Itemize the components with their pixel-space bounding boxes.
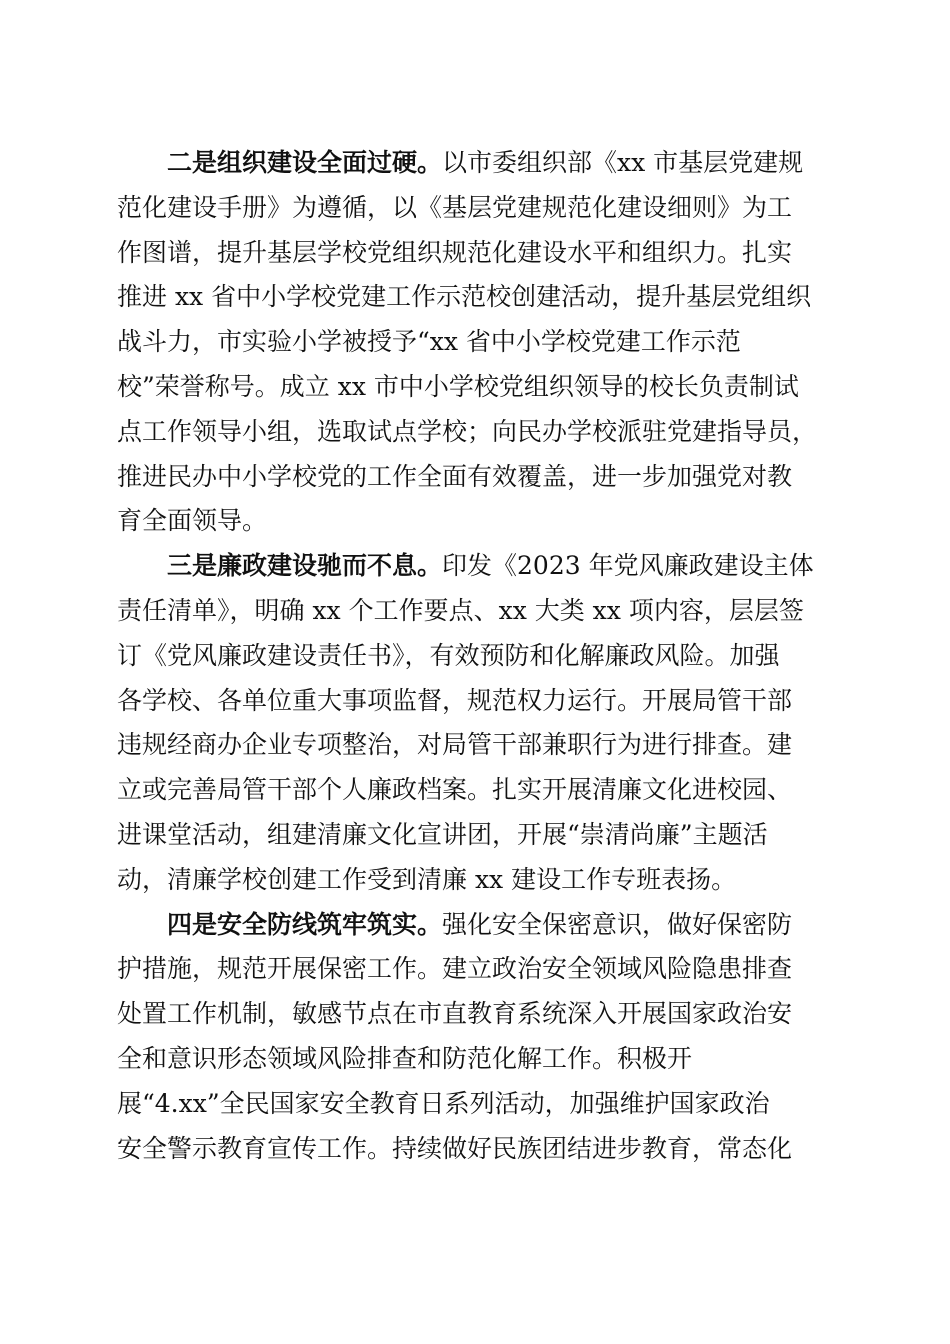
- paragraph-text: 强化安全保密意识，做好保密防: [442, 909, 793, 939]
- paragraph-line: 范化建设手册》为遵循，以《基层党建规范化建设细则》为工: [117, 192, 793, 222]
- paragraph-text: 以市委组织部《xx 市基层党建规: [442, 148, 804, 177]
- paragraph-line: [167, 903, 827, 948]
- paragraph-line: 育全面领导。: [117, 506, 268, 536]
- paragraph-lead: 二是组织建设全面过硬。: [167, 148, 443, 177]
- paragraph-line: 订《党风廉政建设责任书》，有效预防和化解廉政风险。加强: [117, 640, 780, 670]
- paragraph-line: [167, 141, 827, 186]
- paragraph-lead: 三是廉政建设驰而不息。: [167, 551, 443, 581]
- paragraph-line: 责任清单》，明确 xx 个工作要点、xx 大类 xx 项内容，层层签: [117, 595, 804, 625]
- paragraph-line: 立或完善局管干部个人廉政档案。扎实开展清廉文化进校园、: [117, 775, 793, 805]
- paragraph-line: 违规经商办企业专项整治，对局管干部兼职行为进行排查。建: [117, 730, 793, 760]
- paragraph-line: 点工作领导小组，选取试点学校；向民办学校派驻党建指导员，: [117, 416, 818, 446]
- paragraph-line: 处置工作机制，敏感节点在市直教育系统深入开展国家政治安: [117, 999, 793, 1029]
- paragraph-text: 印发《2023 年党风廉政建设主体: [442, 551, 814, 581]
- paragraph-line: 展“4.xx”全民国家安全教育日系列活动，加强维护国家政治: [117, 1088, 770, 1118]
- paragraph-line: [167, 544, 827, 589]
- paragraph-line: 校”荣誉称号。成立 xx 市中小学校党组织领导的校长负责制试: [117, 371, 799, 401]
- paragraph-line: 推进民办中小学校党的工作全面有效覆盖，进一步加强党对教: [117, 461, 793, 491]
- paragraph-line: 各学校、各单位重大事项监督，规范权力运行。开展局管干部: [117, 685, 793, 715]
- paragraph-line: 作图谱，提升基层学校党组织规范化建设水平和组织力。扎实: [117, 237, 793, 267]
- document-body: [117, 141, 827, 1171]
- paragraph-line: 推进 xx 省中小学校党建工作示范校创建活动，提升基层党组织: [117, 282, 812, 312]
- paragraph-line: 动，清廉学校创建工作受到清廉 xx 建设工作专班表扬。: [117, 864, 737, 894]
- paragraph-line: 战斗力，市实验小学被授予“xx 省中小学校党建工作示范: [117, 327, 741, 357]
- paragraph-line: 护措施，规范开展保密工作。建立政治安全领域风险隐患排查: [117, 954, 793, 984]
- paragraph-line: 进课堂活动，组建清廉文化宣讲团，开展“崇清尚廉”主题活: [117, 819, 768, 849]
- paragraph-lead: 四是安全防线筑牢筑实。: [167, 909, 443, 939]
- paragraph-line: 全和意识形态领域风险排查和防范化解工作。积极开: [117, 1043, 693, 1073]
- paragraph-line: 安全警示教育宣传工作。持续做好民族团结进步教育，常态化: [117, 1133, 793, 1163]
